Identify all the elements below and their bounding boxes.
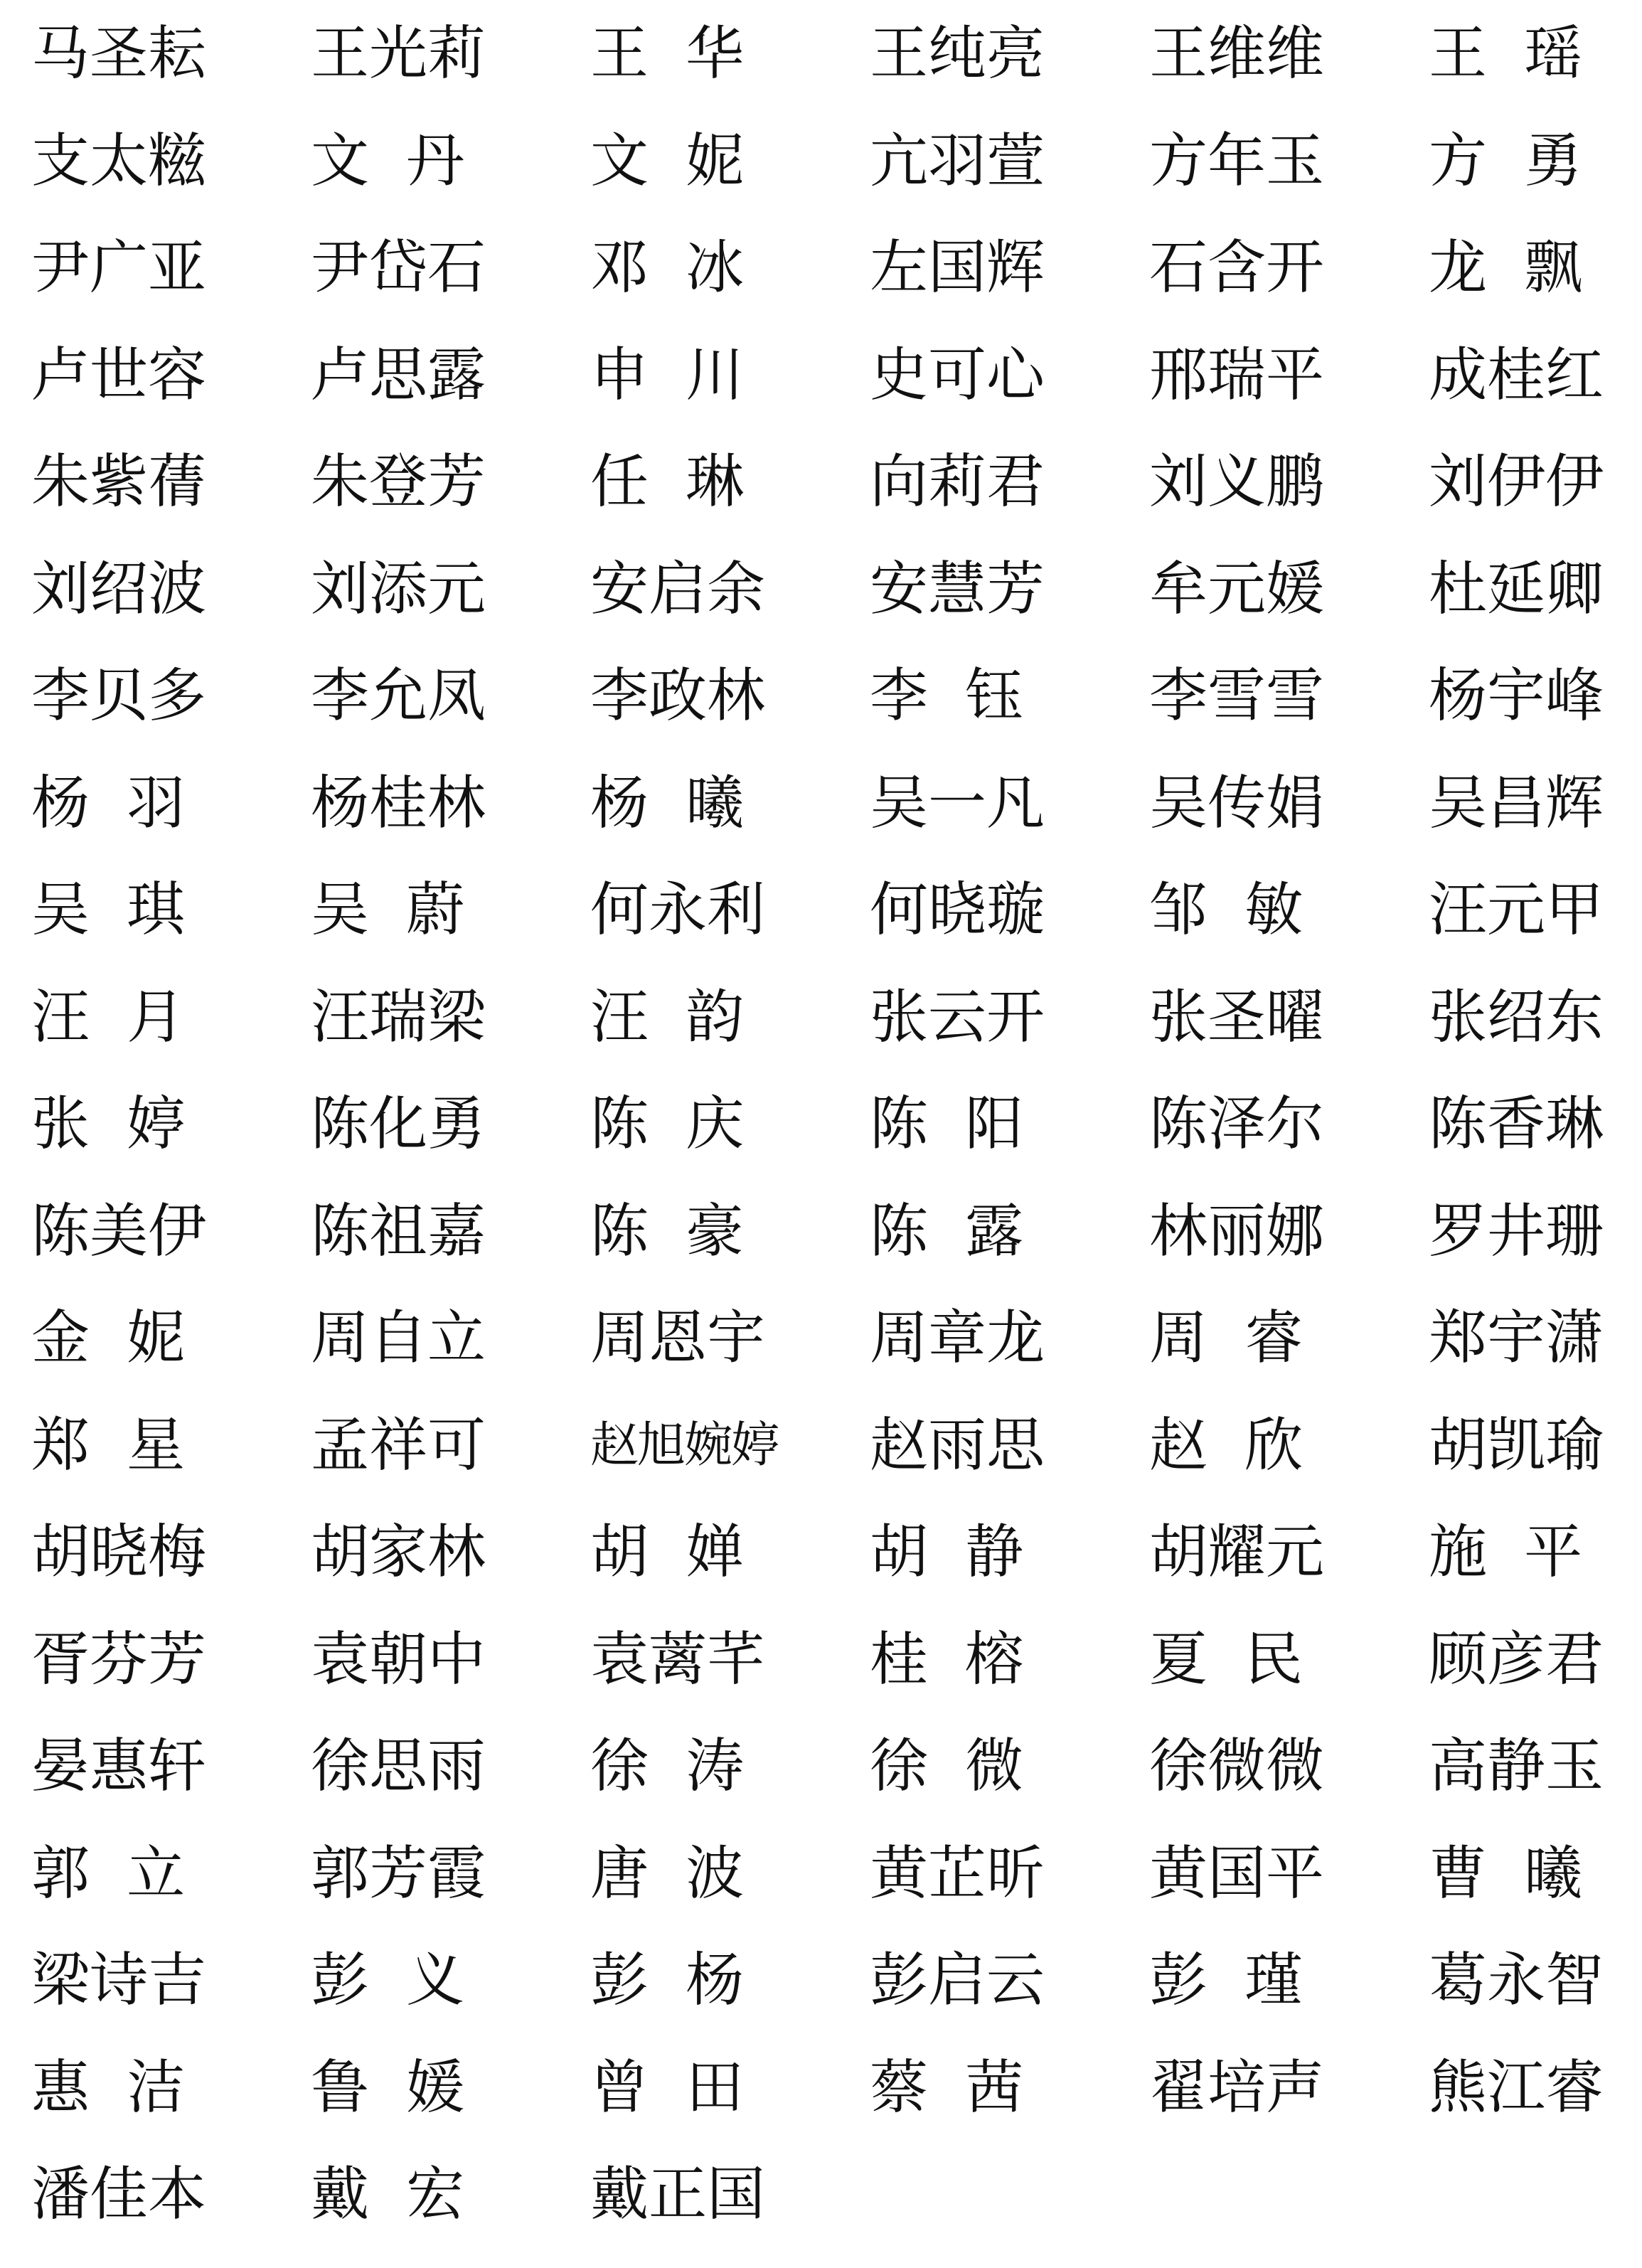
name-entry: 李 钰 <box>870 662 1024 730</box>
name-entry: 曹 曦 <box>1429 1839 1583 1907</box>
name-entry: 周章龙 <box>870 1304 1045 1372</box>
name-entry: 赵雨思 <box>870 1411 1045 1479</box>
name-entry: 陈化勇 <box>311 1090 486 1158</box>
name-entry: 翟培声 <box>1149 2053 1325 2121</box>
name-entry: 周自立 <box>311 1304 486 1372</box>
name-entry: 熊江睿 <box>1429 2053 1604 2121</box>
name-entry: 唐 波 <box>590 1839 745 1907</box>
name-entry: 赵旭婉婷 <box>590 1417 779 1474</box>
name-entry: 金 妮 <box>31 1304 186 1372</box>
name-entry: 杨 羽 <box>31 769 186 837</box>
name-entry: 惠 洁 <box>31 2053 186 2121</box>
name-entry: 吴 琪 <box>31 876 186 944</box>
name-entry: 邹 敏 <box>1149 876 1304 944</box>
name-entry: 何晓璇 <box>870 876 1045 944</box>
name-entry: 李政林 <box>590 662 766 730</box>
name-entry: 罗井珊 <box>1429 1197 1604 1265</box>
name-entry: 梁诗吉 <box>31 1947 207 2014</box>
name-entry: 郑 星 <box>31 1411 186 1479</box>
name-entry: 吴传娟 <box>1149 769 1325 837</box>
name-entry: 尹广亚 <box>31 234 207 302</box>
name-entry: 陈美伊 <box>31 1197 207 1265</box>
name-entry: 尹岱石 <box>311 234 486 302</box>
name-entry: 胡耀元 <box>1149 1518 1325 1586</box>
name-entry: 施 平 <box>1429 1518 1583 1586</box>
name-entry: 胡凯瑜 <box>1429 1411 1604 1479</box>
name-list-grid <box>31 20 1617 2268</box>
name-entry: 张 婷 <box>31 1090 186 1158</box>
name-entry: 卢世容 <box>31 341 207 409</box>
name-entry: 任 琳 <box>590 448 745 516</box>
name-entry: 史可心 <box>870 341 1045 409</box>
name-entry: 张云开 <box>870 983 1045 1051</box>
name-entry: 杨桂林 <box>311 769 486 837</box>
name-entry: 高静玉 <box>1429 1732 1604 1800</box>
name-entry: 陈香琳 <box>1429 1090 1604 1158</box>
name-entry: 马圣耘 <box>31 20 207 87</box>
name-entry: 袁蓠芊 <box>590 1625 766 1693</box>
name-entry: 龙 飘 <box>1429 234 1583 302</box>
name-entry: 郑宇潇 <box>1429 1304 1604 1372</box>
name-entry: 杨 曦 <box>590 769 745 837</box>
name-entry: 彭 义 <box>311 1947 465 2014</box>
name-entry: 潘佳本 <box>31 2161 207 2228</box>
name-entry: 牟元媛 <box>1149 555 1325 623</box>
name-entry: 成桂红 <box>1429 341 1604 409</box>
name-entry: 文 丹 <box>311 127 465 195</box>
name-entry: 邓 冰 <box>590 234 745 302</box>
name-entry: 顾彦君 <box>1429 1625 1604 1693</box>
name-entry: 方年玉 <box>1149 127 1325 195</box>
name-entry: 胡家林 <box>311 1518 486 1586</box>
name-entry: 李允凤 <box>311 662 486 730</box>
name-entry: 黄国平 <box>1149 1839 1325 1907</box>
name-entry: 葛永智 <box>1429 1947 1604 2014</box>
name-entry: 邢瑞平 <box>1149 341 1325 409</box>
name-entry: 方 勇 <box>1429 127 1583 195</box>
name-entry: 文 妮 <box>590 127 745 195</box>
name-entry: 彭 瑾 <box>1149 1947 1304 2014</box>
name-entry: 蔡 茜 <box>870 2053 1024 2121</box>
name-entry: 周 睿 <box>1149 1304 1304 1372</box>
name-entry: 朱紫蒨 <box>31 448 207 516</box>
name-entry: 桂 榕 <box>870 1625 1024 1693</box>
name-entry: 陈 庆 <box>590 1090 745 1158</box>
name-entry: 杨宇峰 <box>1429 662 1604 730</box>
name-entry: 林丽娜 <box>1149 1197 1325 1265</box>
name-entry: 王维维 <box>1149 20 1325 87</box>
name-entry: 徐 微 <box>870 1732 1024 1800</box>
name-entry: 彭启云 <box>870 1947 1045 2014</box>
name-entry: 刘义鹏 <box>1149 448 1325 516</box>
name-entry: 李雪雪 <box>1149 662 1325 730</box>
name-entry: 陈泽尔 <box>1149 1090 1325 1158</box>
name-entry: 陈祖嘉 <box>311 1197 486 1265</box>
name-entry: 胥芬芳 <box>31 1625 207 1693</box>
name-entry: 何永利 <box>590 876 766 944</box>
name-entry: 陈 阳 <box>870 1090 1024 1158</box>
name-entry: 王 华 <box>590 20 745 87</box>
name-entry: 刘绍波 <box>31 555 207 623</box>
name-entry: 石含开 <box>1149 234 1325 302</box>
name-entry: 支太糍 <box>31 127 207 195</box>
name-entry: 汪瑞梁 <box>311 983 486 1051</box>
name-entry: 王纯亮 <box>870 20 1045 87</box>
name-entry: 左国辉 <box>870 234 1045 302</box>
name-entry: 徐 涛 <box>590 1732 745 1800</box>
name-entry: 郭芳霞 <box>311 1839 486 1907</box>
name-entry: 黄芷昕 <box>870 1839 1045 1907</box>
name-entry: 吴昌辉 <box>1429 769 1604 837</box>
name-entry: 曾 田 <box>590 2053 745 2121</box>
name-entry: 汪元甲 <box>1429 876 1604 944</box>
name-entry: 刘伊伊 <box>1429 448 1604 516</box>
name-entry: 彭 杨 <box>590 1947 745 2014</box>
name-entry: 朱登芳 <box>311 448 486 516</box>
name-entry: 申 川 <box>590 341 745 409</box>
name-entry: 袁朝中 <box>311 1625 486 1693</box>
name-entry: 卢思露 <box>311 341 486 409</box>
name-entry: 杜延卿 <box>1429 555 1604 623</box>
name-entry: 张圣曜 <box>1149 983 1325 1051</box>
name-entry: 张绍东 <box>1429 983 1604 1051</box>
name-entry: 安启余 <box>590 555 766 623</box>
name-entry: 王光莉 <box>311 20 486 87</box>
name-entry: 徐思雨 <box>311 1732 486 1800</box>
name-entry: 陈 露 <box>870 1197 1024 1265</box>
name-entry: 周恩宇 <box>590 1304 766 1372</box>
name-entry: 安慧芳 <box>870 555 1045 623</box>
name-entry: 陈 豪 <box>590 1197 745 1265</box>
name-entry: 向莉君 <box>870 448 1045 516</box>
name-entry: 晏惠轩 <box>31 1732 207 1800</box>
name-entry: 鲁 媛 <box>311 2053 465 2121</box>
name-entry: 刘添元 <box>311 555 486 623</box>
name-entry: 汪 月 <box>31 983 186 1051</box>
name-entry: 戴 宏 <box>311 2161 465 2228</box>
name-entry: 孟祥可 <box>311 1411 486 1479</box>
name-entry: 郭 立 <box>31 1839 186 1907</box>
name-entry: 李贝多 <box>31 662 207 730</box>
name-entry: 胡晓梅 <box>31 1518 207 1586</box>
name-entry: 赵 欣 <box>1149 1411 1304 1479</box>
name-entry: 夏 民 <box>1149 1625 1304 1693</box>
name-entry: 戴正国 <box>590 2161 766 2228</box>
name-entry: 汪 韵 <box>590 983 745 1051</box>
name-entry: 吴 蔚 <box>311 876 465 944</box>
name-entry: 胡 静 <box>870 1518 1024 1586</box>
name-entry: 吴一凡 <box>870 769 1045 837</box>
name-entry: 徐微微 <box>1149 1732 1325 1800</box>
name-entry: 王 瑶 <box>1429 20 1583 87</box>
name-entry: 亢羽萱 <box>870 127 1045 195</box>
name-entry: 胡 婵 <box>590 1518 745 1586</box>
